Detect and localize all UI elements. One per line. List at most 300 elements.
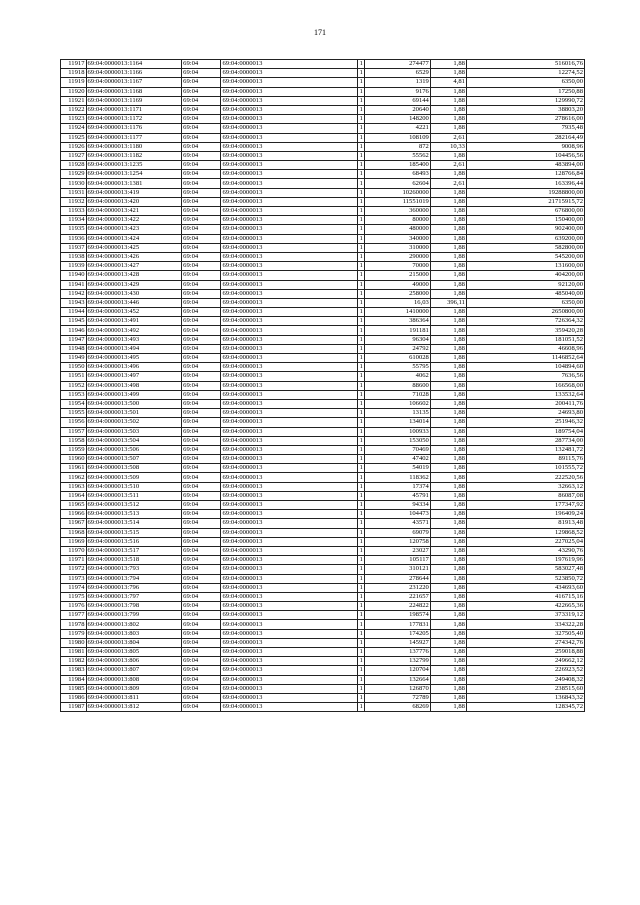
table-row <box>61 161 585 170</box>
block-number-cell: 69:04:0000013 <box>221 418 357 427</box>
cadastral-number-cell: 69:04:0000013:797 <box>86 592 182 601</box>
count-cell: 1 <box>357 519 364 528</box>
cadastral-value-cell: 189754,04 <box>466 427 584 436</box>
cadastral-value-cell: 136843,32 <box>466 693 584 702</box>
block-number-cell: 69:04:0000013 <box>221 574 357 583</box>
cadastral-number-cell: 69:04:0000013:514 <box>86 519 182 528</box>
district-code-cell: 69:04 <box>182 142 221 151</box>
block-number-cell: 69:04:0000013 <box>221 60 357 69</box>
rate-cell: 1,88 <box>430 574 466 583</box>
cadastral-value-cell: 21715915,72 <box>466 197 584 206</box>
area-cell: 126870 <box>364 684 430 693</box>
block-number-cell: 69:04:0000013 <box>221 602 357 611</box>
area-cell: 68493 <box>364 170 430 179</box>
district-code-cell: 69:04 <box>182 234 221 243</box>
cadastral-value-cell: 249662,12 <box>466 657 584 666</box>
cadastral-number-cell: 69:04:0000013:1176 <box>86 124 182 133</box>
count-cell: 1 <box>357 611 364 620</box>
cadastral-number-cell: 69:04:0000013:452 <box>86 308 182 317</box>
cadastral-value-cell: 1146852,64 <box>466 354 584 363</box>
row-number-cell: 11963 <box>61 482 87 491</box>
cadastral-number-cell: 69:04:0000013:794 <box>86 574 182 583</box>
table-row <box>61 592 585 601</box>
count-cell: 1 <box>357 234 364 243</box>
count-cell: 1 <box>357 133 364 142</box>
row-number-cell: 11984 <box>61 675 87 684</box>
cadastral-value-cell: 334322,28 <box>466 620 584 629</box>
block-number-cell: 69:04:0000013 <box>221 657 357 666</box>
row-number-cell: 11927 <box>61 151 87 160</box>
block-number-cell: 69:04:0000013 <box>221 298 357 307</box>
count-cell: 1 <box>357 142 364 151</box>
block-number-cell: 69:04:0000013 <box>221 188 357 197</box>
cadastral-number-cell: 69:04:0000013:1235 <box>86 161 182 170</box>
table-row <box>61 151 585 160</box>
row-number-cell: 11970 <box>61 546 87 555</box>
cadastral-number-cell: 69:04:0000013:504 <box>86 436 182 445</box>
area-cell: 9176 <box>364 87 430 96</box>
rate-cell: 1,88 <box>430 629 466 638</box>
count-cell: 1 <box>357 372 364 381</box>
row-number-cell: 11954 <box>61 399 87 408</box>
area-cell: 872 <box>364 142 430 151</box>
district-code-cell: 69:04 <box>182 115 221 124</box>
cadastral-number-cell: 69:04:0000013:419 <box>86 188 182 197</box>
cadastral-number-cell: 69:04:0000013:806 <box>86 657 182 666</box>
table-row <box>61 207 585 216</box>
district-code-cell: 69:04 <box>182 537 221 546</box>
cadastral-number-cell: 69:04:0000013:510 <box>86 482 182 491</box>
area-cell: 55795 <box>364 363 430 372</box>
district-code-cell: 69:04 <box>182 179 221 188</box>
block-number-cell: 69:04:0000013 <box>221 262 357 271</box>
count-cell: 1 <box>357 262 364 271</box>
table-row <box>61 409 585 418</box>
cadastral-number-cell: 69:04:0000013:427 <box>86 262 182 271</box>
block-number-cell: 69:04:0000013 <box>221 565 357 574</box>
count-cell: 1 <box>357 124 364 133</box>
cadastral-value-cell: 196409,24 <box>466 510 584 519</box>
table-row <box>61 78 585 87</box>
row-number-cell: 11921 <box>61 96 87 105</box>
cadastral-value-cell: 86087,08 <box>466 491 584 500</box>
block-number-cell: 69:04:0000013 <box>221 289 357 298</box>
cadastral-value-cell: 7935,48 <box>466 124 584 133</box>
cadastral-value-cell: 259018,88 <box>466 648 584 657</box>
table-row <box>61 399 585 408</box>
area-cell: 47402 <box>364 455 430 464</box>
district-code-cell: 69:04 <box>182 216 221 225</box>
row-number-cell: 11958 <box>61 436 87 445</box>
cadastral-value-cell: 545200,00 <box>466 252 584 261</box>
cadastral-number-cell: 69:04:0000013:425 <box>86 243 182 252</box>
table-row <box>61 390 585 399</box>
district-code-cell: 69:04 <box>182 289 221 298</box>
rate-cell: 1,88 <box>430 234 466 243</box>
rate-cell: 1,88 <box>430 464 466 473</box>
area-cell: 258000 <box>364 289 430 298</box>
row-number-cell: 11955 <box>61 409 87 418</box>
row-number-cell: 11966 <box>61 510 87 519</box>
cadastral-number-cell: 69:04:0000013:812 <box>86 703 182 712</box>
district-code-cell: 69:04 <box>182 666 221 675</box>
block-number-cell: 69:04:0000013 <box>221 528 357 537</box>
page-number: 171 <box>314 28 326 37</box>
cadastral-number-cell: 69:04:0000013:805 <box>86 648 182 657</box>
cadastral-value-cell: 287734,00 <box>466 436 584 445</box>
block-number-cell: 69:04:0000013 <box>221 344 357 353</box>
rate-cell: 1,88 <box>430 170 466 179</box>
cadastral-number-cell: 69:04:0000013:1381 <box>86 179 182 188</box>
count-cell: 1 <box>357 188 364 197</box>
cadastral-number-cell: 69:04:0000013:430 <box>86 289 182 298</box>
district-code-cell: 69:04 <box>182 675 221 684</box>
cadastral-value-cell: 404200,00 <box>466 271 584 280</box>
rate-cell: 1,88 <box>430 602 466 611</box>
table-row <box>61 197 585 206</box>
count-cell: 1 <box>357 455 364 464</box>
rate-cell: 1,88 <box>430 611 466 620</box>
count-cell: 1 <box>357 482 364 491</box>
count-cell: 1 <box>357 427 364 436</box>
count-cell: 1 <box>357 298 364 307</box>
rate-cell: 1,88 <box>430 703 466 712</box>
district-code-cell: 69:04 <box>182 473 221 482</box>
cadastral-value-cell: 583027,48 <box>466 565 584 574</box>
row-number-cell: 11983 <box>61 666 87 675</box>
area-cell: 45791 <box>364 491 430 500</box>
district-code-cell: 69:04 <box>182 207 221 216</box>
count-cell: 1 <box>357 556 364 565</box>
block-number-cell: 69:04:0000013 <box>221 225 357 234</box>
table-row <box>61 115 585 124</box>
cadastral-number-cell: 69:04:0000013:808 <box>86 675 182 684</box>
cadastral-value-cell: 163396,44 <box>466 179 584 188</box>
cadastral-value-cell: 274342,76 <box>466 638 584 647</box>
count-cell: 1 <box>357 280 364 289</box>
cadastral-value-cell: 101555,72 <box>466 464 584 473</box>
block-number-cell: 69:04:0000013 <box>221 133 357 142</box>
block-number-cell: 69:04:0000013 <box>221 363 357 372</box>
area-cell: 100933 <box>364 427 430 436</box>
block-number-cell: 69:04:0000013 <box>221 473 357 482</box>
rate-cell: 1,88 <box>430 510 466 519</box>
count-cell: 1 <box>357 354 364 363</box>
district-code-cell: 69:04 <box>182 399 221 408</box>
rate-cell: 1,88 <box>430 501 466 510</box>
district-code-cell: 69:04 <box>182 565 221 574</box>
block-number-cell: 69:04:0000013 <box>221 207 357 216</box>
cadastral-value-cell: 238515,60 <box>466 684 584 693</box>
rate-cell: 1,88 <box>430 546 466 555</box>
count-cell: 1 <box>357 574 364 583</box>
cadastral-value-cell: 92120,00 <box>466 280 584 289</box>
row-number-cell: 11969 <box>61 537 87 546</box>
count-cell: 1 <box>357 464 364 473</box>
district-code-cell: 69:04 <box>182 87 221 96</box>
block-number-cell: 69:04:0000013 <box>221 105 357 114</box>
cadastral-number-cell: 69:04:0000013:512 <box>86 501 182 510</box>
count-cell: 1 <box>357 537 364 546</box>
count-cell: 1 <box>357 344 364 353</box>
cadastral-value-cell: 523850,72 <box>466 574 584 583</box>
area-cell: 104473 <box>364 510 430 519</box>
block-number-cell: 69:04:0000013 <box>221 519 357 528</box>
cadastral-number-cell: 69:04:0000013:1172 <box>86 115 182 124</box>
district-code-cell: 69:04 <box>182 657 221 666</box>
cadastral-value-cell: 222520,56 <box>466 473 584 482</box>
row-number-cell: 11962 <box>61 473 87 482</box>
block-number-cell: 69:04:0000013 <box>221 372 357 381</box>
block-number-cell: 69:04:0000013 <box>221 620 357 629</box>
row-number-cell: 11953 <box>61 390 87 399</box>
table-row <box>61 464 585 473</box>
table-row <box>61 620 585 629</box>
block-number-cell: 69:04:0000013 <box>221 482 357 491</box>
block-number-cell: 69:04:0000013 <box>221 326 357 335</box>
table-row <box>61 252 585 261</box>
rate-cell: 1,88 <box>430 684 466 693</box>
count-cell: 1 <box>357 684 364 693</box>
count-cell: 1 <box>357 666 364 675</box>
cadastral-value-cell: 32663,12 <box>466 482 584 491</box>
rate-cell: 1,88 <box>430 317 466 326</box>
table-row <box>61 381 585 390</box>
row-number-cell: 11986 <box>61 693 87 702</box>
area-cell: 54019 <box>364 464 430 473</box>
cadastral-number-cell: 69:04:0000013:421 <box>86 207 182 216</box>
cadastral-number-cell: 69:04:0000013:492 <box>86 326 182 335</box>
block-number-cell: 69:04:0000013 <box>221 399 357 408</box>
count-cell: 1 <box>357 657 364 666</box>
area-cell: 148200 <box>364 115 430 124</box>
area-cell: 105117 <box>364 556 430 565</box>
row-number-cell: 11960 <box>61 455 87 464</box>
area-cell: 610028 <box>364 354 430 363</box>
cadastral-number-cell: 69:04:0000013:518 <box>86 556 182 565</box>
rate-cell: 396,11 <box>430 298 466 307</box>
table-row <box>61 60 585 69</box>
row-number-cell: 11975 <box>61 592 87 601</box>
block-number-cell: 69:04:0000013 <box>221 693 357 702</box>
row-number-cell: 11918 <box>61 69 87 78</box>
row-number-cell: 11947 <box>61 335 87 344</box>
area-cell: 70469 <box>364 445 430 454</box>
rate-cell: 1,88 <box>430 197 466 206</box>
cadastral-value-cell: 726364,32 <box>466 317 584 326</box>
table-row <box>61 602 585 611</box>
count-cell: 1 <box>357 170 364 179</box>
rate-cell: 1,88 <box>430 335 466 344</box>
cadastral-number-cell: 69:04:0000013:506 <box>86 445 182 454</box>
row-number-cell: 11974 <box>61 583 87 592</box>
area-cell: 231220 <box>364 583 430 592</box>
area-cell: 1410000 <box>364 308 430 317</box>
table-row <box>61 445 585 454</box>
count-cell: 1 <box>357 565 364 574</box>
count-cell: 1 <box>357 648 364 657</box>
table-row <box>61 335 585 344</box>
row-number-cell: 11985 <box>61 684 87 693</box>
cadastral-value-cell: 9008,96 <box>466 142 584 151</box>
count-cell: 1 <box>357 179 364 188</box>
block-number-cell: 69:04:0000013 <box>221 170 357 179</box>
area-cell: 185400 <box>364 161 430 170</box>
cadastral-number-cell: 69:04:0000013:429 <box>86 280 182 289</box>
row-number-cell: 11922 <box>61 105 87 114</box>
count-cell: 1 <box>357 271 364 280</box>
block-number-cell: 69:04:0000013 <box>221 537 357 546</box>
cadastral-value-cell: 902400,00 <box>466 225 584 234</box>
row-number-cell: 11942 <box>61 289 87 298</box>
cadastral-number-cell: 69:04:0000013:793 <box>86 565 182 574</box>
row-number-cell: 11934 <box>61 216 87 225</box>
district-code-cell: 69:04 <box>182 464 221 473</box>
count-cell: 1 <box>357 399 364 408</box>
cadastral-number-cell: 69:04:0000013:491 <box>86 317 182 326</box>
block-number-cell: 69:04:0000013 <box>221 638 357 647</box>
row-number-cell: 11925 <box>61 133 87 142</box>
area-cell: 177831 <box>364 620 430 629</box>
rate-cell: 1,88 <box>430 537 466 546</box>
cadastral-value-cell: 12274,52 <box>466 69 584 78</box>
rate-cell: 1,88 <box>430 409 466 418</box>
area-cell: 11551019 <box>364 197 430 206</box>
cadastral-value-cell: 639200,00 <box>466 234 584 243</box>
district-code-cell: 69:04 <box>182 105 221 114</box>
district-code-cell: 69:04 <box>182 280 221 289</box>
cadastral-number-cell: 69:04:0000013:497 <box>86 372 182 381</box>
cadastral-value-cell: 197619,96 <box>466 556 584 565</box>
cadastral-number-cell: 69:04:0000013:811 <box>86 693 182 702</box>
rate-cell: 1,88 <box>430 151 466 160</box>
row-number-cell: 11952 <box>61 381 87 390</box>
district-code-cell: 69:04 <box>182 602 221 611</box>
district-code-cell: 69:04 <box>182 528 221 537</box>
area-cell: 55562 <box>364 151 430 160</box>
row-number-cell: 11935 <box>61 225 87 234</box>
table-row <box>61 225 585 234</box>
rate-cell: 1,88 <box>430 96 466 105</box>
count-cell: 1 <box>357 409 364 418</box>
cadastral-number-cell: 69:04:0000013:503 <box>86 427 182 436</box>
block-number-cell: 69:04:0000013 <box>221 501 357 510</box>
rate-cell: 1,88 <box>430 60 466 69</box>
area-cell: 480000 <box>364 225 430 234</box>
district-code-cell: 69:04 <box>182 703 221 712</box>
area-cell: 4062 <box>364 372 430 381</box>
row-number-cell: 11923 <box>61 115 87 124</box>
table-row <box>61 491 585 500</box>
area-cell: 340000 <box>364 234 430 243</box>
cadastral-number-cell: 69:04:0000013:502 <box>86 418 182 427</box>
area-cell: 132664 <box>364 675 430 684</box>
rate-cell: 1,88 <box>430 693 466 702</box>
cadastral-value-cell: 7636,56 <box>466 372 584 381</box>
table-row <box>61 473 585 482</box>
cadastral-number-cell: 69:04:0000013:423 <box>86 225 182 234</box>
table-row <box>61 179 585 188</box>
row-number-cell: 11961 <box>61 464 87 473</box>
block-number-cell: 69:04:0000013 <box>221 510 357 519</box>
table-row <box>61 611 585 620</box>
row-number-cell: 11929 <box>61 170 87 179</box>
district-code-cell: 69:04 <box>182 648 221 657</box>
row-number-cell: 11936 <box>61 234 87 243</box>
cadastral-number-cell: 69:04:0000013:422 <box>86 216 182 225</box>
district-code-cell: 69:04 <box>182 693 221 702</box>
cadastral-number-cell: 69:04:0000013:802 <box>86 620 182 629</box>
area-cell: 96304 <box>364 335 430 344</box>
cadastral-number-cell: 69:04:0000013:803 <box>86 629 182 638</box>
district-code-cell: 69:04 <box>182 335 221 344</box>
cadastral-number-cell: 69:04:0000013:1182 <box>86 151 182 160</box>
row-number-cell: 11937 <box>61 243 87 252</box>
count-cell: 1 <box>357 602 364 611</box>
rate-cell: 1,88 <box>430 638 466 647</box>
rate-cell: 1,88 <box>430 455 466 464</box>
area-cell: 70000 <box>364 262 430 271</box>
cadastral-value-cell: 177347,92 <box>466 501 584 510</box>
cadastral-value-cell: 582800,00 <box>466 243 584 252</box>
table-row <box>61 326 585 335</box>
table-row <box>61 583 585 592</box>
block-number-cell: 69:04:0000013 <box>221 354 357 363</box>
count-cell: 1 <box>357 638 364 647</box>
count-cell: 1 <box>357 60 364 69</box>
block-number-cell: 69:04:0000013 <box>221 96 357 105</box>
district-code-cell: 69:04 <box>182 124 221 133</box>
district-code-cell: 69:04 <box>182 151 221 160</box>
cadastral-number-cell: 69:04:0000013:1167 <box>86 78 182 87</box>
area-cell: 132799 <box>364 657 430 666</box>
table-row <box>61 427 585 436</box>
row-number-cell: 11972 <box>61 565 87 574</box>
cadastral-number-cell: 69:04:0000013:1166 <box>86 69 182 78</box>
cadastral-value-cell: 24693,80 <box>466 409 584 418</box>
count-cell: 1 <box>357 326 364 335</box>
rate-cell: 1,88 <box>430 491 466 500</box>
area-cell: 80000 <box>364 216 430 225</box>
count-cell: 1 <box>357 225 364 234</box>
cadastral-value-cell: 131600,00 <box>466 262 584 271</box>
block-number-cell: 69:04:0000013 <box>221 546 357 555</box>
rate-cell: 1,88 <box>430 188 466 197</box>
table-row <box>61 280 585 289</box>
rate-cell: 1,88 <box>430 445 466 454</box>
area-cell: 215000 <box>364 271 430 280</box>
area-cell: 94334 <box>364 501 430 510</box>
block-number-cell: 69:04:0000013 <box>221 675 357 684</box>
area-cell: 62604 <box>364 179 430 188</box>
cadastral-number-cell: 69:04:0000013:507 <box>86 455 182 464</box>
count-cell: 1 <box>357 675 364 684</box>
table-row <box>61 638 585 647</box>
district-code-cell: 69:04 <box>182 363 221 372</box>
cadastral-number-cell: 69:04:0000013:516 <box>86 537 182 546</box>
cadastral-number-cell: 69:04:0000013:1254 <box>86 170 182 179</box>
cadastral-number-cell: 69:04:0000013:508 <box>86 464 182 473</box>
area-cell: 69079 <box>364 528 430 537</box>
table-row <box>61 363 585 372</box>
cadastral-number-cell: 69:04:0000013:1169 <box>86 96 182 105</box>
count-cell: 1 <box>357 87 364 96</box>
row-number-cell: 11979 <box>61 629 87 638</box>
district-code-cell: 69:04 <box>182 546 221 555</box>
district-code-cell: 69:04 <box>182 252 221 261</box>
block-number-cell: 69:04:0000013 <box>221 234 357 243</box>
block-number-cell: 69:04:0000013 <box>221 280 357 289</box>
